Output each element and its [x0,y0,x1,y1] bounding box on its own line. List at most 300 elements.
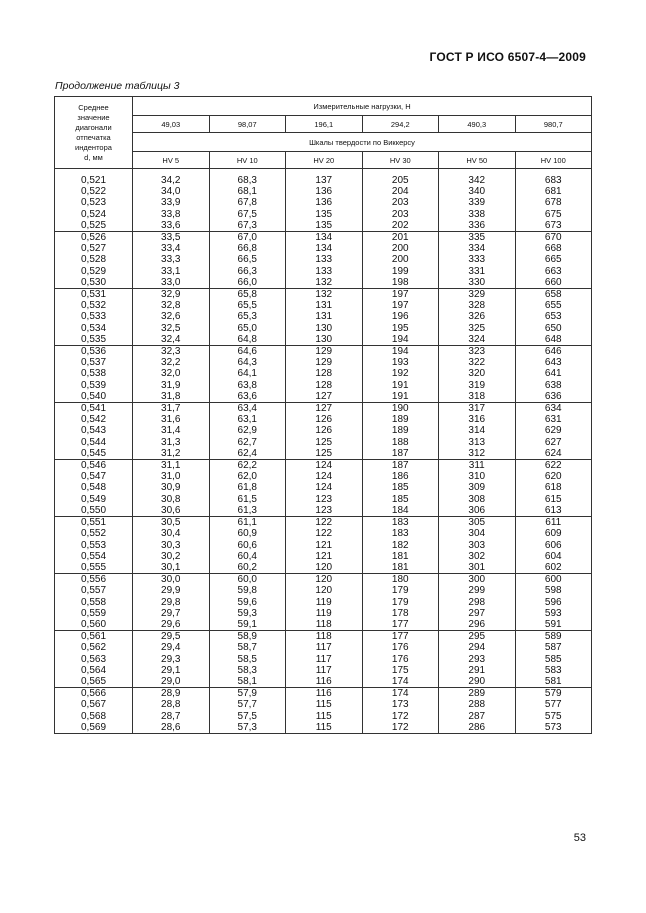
diagonal-value: 0,541 [80,403,107,415]
hardness-value: 204 [391,186,409,198]
hardness-value: 190 [391,403,409,415]
hardness-value: 172 [391,721,409,733]
hardness-value: 203 [391,208,409,220]
hardness-value: 116 [315,675,332,687]
hardness-value: 120 [315,574,333,586]
diagonal-value: 0,558 [80,596,107,608]
diagonal-value: 0,559 [80,607,107,619]
hardness-value: 172 [391,710,409,722]
hardness-value: 124 [315,471,333,483]
hardness-value: 64,1 [237,368,257,380]
hardness-value: 646 [544,346,562,358]
diagonal-value: 0,548 [80,482,107,494]
hardness-value: 32,8 [161,300,181,312]
hardness-value: 176 [391,653,409,665]
hardness-value: 123 [315,504,333,516]
diagonal-cell [55,232,133,289]
diagonal-value: 0,531 [80,289,107,301]
diagonal-value: 0,524 [80,208,107,220]
hardness-cell [439,232,516,289]
hardness-value: 67,0 [237,232,257,244]
diagonal-value: 0,549 [80,493,107,505]
hardness-value: 191 [391,390,409,402]
hardness-value: 33,1 [161,265,181,277]
hardness-value: 116 [315,688,332,700]
table-row-group [55,403,592,460]
diagonal-value: 0,569 [80,721,107,733]
hardness-cell [133,688,210,734]
hardness-value: 30,9 [161,482,181,494]
diagonal-value: 0,539 [80,379,107,391]
hardness-value: 31,2 [161,447,181,459]
hardness-value: 317 [468,403,486,415]
diagonal-value: 0,534 [80,322,107,334]
hardness-value: 187 [391,447,409,459]
hardness-value: 338 [468,208,486,220]
hardness-cell [362,688,439,734]
hardness-value: 32,0 [161,368,181,380]
hardness-value: 297 [468,607,486,619]
hardness-value: 29,4 [161,642,181,654]
hardness-value: 132 [315,289,333,301]
hardness-value: 63,8 [237,379,257,391]
hardness-value: 300 [468,574,486,586]
hardness-cell [362,175,439,232]
hardness-cell [439,574,516,631]
hardness-value: 61,8 [237,482,257,494]
hardness-value: 295 [468,631,486,643]
hardness-value: 120 [315,561,333,573]
hardness-cell [286,346,363,403]
hardness-value: 127 [315,403,333,415]
hardness-value: 121 [315,550,333,562]
hardness-value: 60,2 [237,561,257,573]
hardness-value: 201 [391,232,409,244]
hardness-value: 310 [468,471,486,483]
hardness-cell [286,289,363,346]
hardness-value: 622 [544,460,562,472]
diagonal-value: 0,525 [80,219,107,231]
hardness-value: 58,5 [237,653,257,665]
hardness-value: 577 [544,699,562,711]
hardness-value: 675 [544,208,562,220]
hardness-value: 203 [391,197,409,209]
hardness-cell [362,403,439,460]
hardness-cell [362,574,439,631]
hardness-cell [209,688,286,734]
hardness-cell [362,232,439,289]
diagonal-value: 0,568 [80,710,107,722]
hardness-value: 189 [391,414,409,426]
hardness-value: 115 [315,721,332,733]
hardness-value: 66,0 [237,276,257,288]
scale-header-cell: HV 50 [439,152,516,169]
scale-header-cell: HV 30 [362,152,439,169]
hardness-value: 64,3 [237,357,257,369]
hardness-value: 330 [468,276,486,288]
diagonal-value: 0,561 [80,631,107,643]
hardness-value: 325 [468,322,486,334]
hardness-cell [439,631,516,688]
hardness-value: 31,6 [161,414,181,426]
hardness-value: 197 [391,289,409,301]
hardness-value: 334 [468,243,486,255]
hardness-value: 126 [315,425,333,437]
hardness-value: 30,5 [161,517,181,529]
hardness-value: 66,8 [237,243,257,255]
hardness-value: 32,4 [161,333,181,345]
diagonal-value: 0,533 [80,311,107,323]
hardness-cell [439,289,516,346]
hardness-cell [439,403,516,460]
hardness-value: 311 [468,460,485,472]
hardness-value: 335 [468,232,486,244]
diagonal-cell [55,574,133,631]
diagonal-cell [55,403,133,460]
hardness-cell [133,460,210,517]
hardness-value: 57,7 [237,699,257,711]
hardness-value: 29,7 [161,607,181,619]
hardness-value: 135 [315,219,333,231]
diagonal-value: 0,562 [80,642,107,654]
hardness-value: 600 [544,574,562,586]
hardness-cell [133,232,210,289]
hardness-value: 32,2 [161,357,181,369]
hardness-value: 64,8 [237,333,257,345]
table-row-group [55,574,592,631]
hardness-value: 293 [468,653,486,665]
hardness-value: 296 [468,618,486,630]
hardness-value: 313 [468,436,486,448]
hardness-value: 663 [544,265,562,277]
hardness-cell [133,289,210,346]
hardness-value: 57,9 [237,688,257,700]
diagonal-cell [55,688,133,734]
hardness-value: 634 [544,403,562,415]
hardness-cell [439,517,516,574]
hardness-value: 200 [391,254,409,266]
hardness-value: 683 [544,175,562,186]
hardness-value: 178 [391,607,409,619]
hardness-value: 59,1 [237,618,257,630]
hardness-value: 641 [544,368,562,380]
hardness-value: 57,5 [237,710,257,722]
scale-header-cell: HV 100 [515,152,592,169]
hardness-value: 324 [468,333,486,345]
hardness-value: 33,8 [161,208,181,220]
hardness-value: 59,8 [237,585,257,597]
hardness-value: 63,4 [237,403,257,415]
hardness-value: 33,5 [161,232,181,244]
hardness-value: 194 [391,346,409,358]
hardness-value: 60,9 [237,528,257,540]
hardness-value: 67,8 [237,197,257,209]
hardness-value: 609 [544,528,562,540]
hardness-value: 29,8 [161,596,181,608]
hardness-value: 660 [544,276,562,288]
hardness-value: 134 [315,232,333,244]
hardness-value: 28,7 [161,710,181,722]
hardness-value: 136 [315,197,333,209]
hardness-value: 124 [315,460,333,472]
diagonal-value: 0,553 [80,539,107,551]
hardness-value: 30,4 [161,528,181,540]
hardness-value: 66,5 [237,254,257,266]
hardness-value: 61,3 [237,504,257,516]
hardness-value: 179 [391,596,409,608]
hardness-value: 30,0 [161,574,181,586]
hardness-cell [515,631,592,688]
hardness-value: 28,6 [161,721,181,733]
diagonal-value: 0,555 [80,561,107,573]
load-header-cell: 980,7 [515,116,592,133]
hardness-value: 122 [315,528,333,540]
hardness-value: 287 [468,710,486,722]
table-row-group [55,175,592,232]
diagonal-value: 0,556 [80,574,107,586]
hardness-value: 64,6 [237,346,257,358]
hardness-cell [362,631,439,688]
hardness-value: 119 [315,607,332,619]
hardness-value: 124 [315,482,333,494]
hardness-value: 34,2 [161,175,181,186]
hardness-value: 648 [544,333,562,345]
hardness-cell [515,460,592,517]
scales-header: Шкалы твердости по Виккерсу [133,133,592,152]
hardness-value: 613 [544,504,562,516]
table-row-group [55,688,592,734]
hardness-value: 620 [544,471,562,483]
diagonal-value: 0,565 [80,675,107,687]
hardness-cell [133,574,210,631]
hardness-cell [133,403,210,460]
table-row-group [55,232,592,289]
diagonal-value: 0,567 [80,699,107,711]
hardness-cell [439,346,516,403]
hardness-cell [439,175,516,232]
hardness-cell [209,517,286,574]
hardness-value: 65,0 [237,322,257,334]
hardness-value: 598 [544,585,562,597]
hardness-value: 196 [391,311,409,323]
hardness-cell [286,517,363,574]
hardness-value: 65,8 [237,289,257,301]
hardness-value: 184 [391,504,409,516]
hardness-value: 320 [468,368,486,380]
hardness-cell [362,289,439,346]
load-header-cell: 98,07 [209,116,286,133]
hardness-value: 177 [391,618,409,630]
hardness-value: 60,0 [237,574,257,586]
diagonal-value: 0,560 [80,618,107,630]
diagonal-value: 0,550 [80,504,107,516]
hardness-value: 136 [315,186,333,198]
loads-header: Измерительные нагрузки, Н [133,97,592,116]
hardness-value: 31,0 [161,471,181,483]
diagonal-value: 0,563 [80,653,107,665]
hardness-value: 175 [391,664,409,676]
hardness-value: 322 [468,357,486,369]
scale-header-cell: HV 5 [133,152,210,169]
hardness-value: 299 [468,585,486,597]
hardness-value: 126 [315,414,333,426]
hardness-value: 68,1 [237,186,257,198]
hardness-value: 655 [544,300,562,312]
hardness-value: 61,5 [237,493,257,505]
hardness-value: 673 [544,219,562,231]
hardness-value: 29,0 [161,675,181,687]
hardness-value: 33,9 [161,197,181,209]
hardness-value: 58,3 [237,664,257,676]
hardness-value: 581 [544,675,562,687]
scale-header-cell: HV 10 [209,152,286,169]
hardness-cell [209,346,286,403]
hardness-value: 195 [391,322,409,334]
hardness-cell [209,175,286,232]
hardness-cell [133,175,210,232]
diagonal-column-header: Среднее значение диагонали отпечатка индентора d, мм [55,97,133,169]
hardness-cell [209,574,286,631]
hardness-value: 179 [391,585,409,597]
hardness-value: 183 [391,517,409,529]
hardness-value: 29,5 [161,631,181,643]
hardness-value: 191 [391,379,409,391]
hardness-value: 132 [315,276,333,288]
hardness-value: 326 [468,311,486,323]
hardness-value: 115 [315,699,332,711]
hardness-value: 182 [391,539,409,551]
hardness-value: 188 [391,436,409,448]
diagonal-value: 0,538 [80,368,107,380]
diagonal-value: 0,535 [80,333,107,345]
hardness-value: 58,7 [237,642,257,654]
hardness-value: 342 [468,175,486,186]
hardness-value: 318 [468,390,486,402]
hardness-value: 604 [544,550,562,562]
diagonal-cell [55,631,133,688]
hardness-value: 60,4 [237,550,257,562]
diagonal-cell [55,175,133,232]
hardness-value: 624 [544,447,562,459]
hardness-value: 627 [544,436,562,448]
hardness-value: 336 [468,219,486,231]
hardness-value: 587 [544,642,562,654]
hardness-value: 618 [544,482,562,494]
hardness-value: 301 [468,561,486,573]
hardness-value: 58,1 [237,675,257,687]
hardness-value: 331 [468,265,486,277]
hardness-value: 573 [544,721,562,733]
hardness-value: 180 [391,574,409,586]
diagonal-value: 0,543 [80,425,107,437]
hardness-value: 30,8 [161,493,181,505]
hardness-cell [515,574,592,631]
hardness-value: 200 [391,243,409,255]
hardness-value: 29,9 [161,585,181,597]
hardness-value: 339 [468,197,486,209]
hardness-value: 32,5 [161,322,181,334]
diagonal-value: 0,554 [80,550,107,562]
diagonal-cell [55,517,133,574]
hardness-value: 134 [315,243,333,255]
hardness-value: 62,7 [237,436,257,448]
hardness-value: 122 [315,517,333,529]
hardness-value: 29,3 [161,653,181,665]
hardness-value: 653 [544,311,562,323]
hardness-value: 29,6 [161,618,181,630]
hardness-value: 589 [544,631,562,643]
hardness-cell [515,403,592,460]
table-row-group [55,517,592,574]
hardness-value: 636 [544,390,562,402]
hardness-value: 665 [544,254,562,266]
hardness-value: 33,0 [161,276,181,288]
hardness-value: 323 [468,346,486,358]
hardness-value: 611 [545,517,562,529]
hardness-value: 194 [391,333,409,345]
hardness-cell [286,175,363,232]
hardness-value: 59,6 [237,596,257,608]
hardness-value: 174 [391,675,409,687]
hardness-value: 615 [544,493,562,505]
hardness-value: 58,9 [237,631,257,643]
hardness-cell [209,289,286,346]
diagonal-value: 0,526 [80,232,107,244]
hardness-value: 596 [544,596,562,608]
hardness-value: 32,9 [161,289,181,301]
hardness-value: 629 [544,425,562,437]
hardness-value: 129 [315,346,333,358]
hardness-value: 131 [315,311,333,323]
hardness-value: 121 [315,539,333,551]
hardness-value: 125 [315,436,333,448]
hardness-value: 286 [468,721,486,733]
hardness-cell [133,517,210,574]
hardness-value: 137 [315,175,333,186]
hardness-value: 34,0 [161,186,181,198]
hardness-cell [209,631,286,688]
hardness-table [54,96,592,734]
hardness-value: 304 [468,528,486,540]
hardness-value: 173 [391,699,409,711]
diagonal-value: 0,528 [80,254,107,266]
table-continuation-caption: Продолжение таблицы 3 [55,80,180,92]
hardness-value: 340 [468,186,486,198]
document-code: ГОСТ Р ИСО 6507-4—2009 [429,50,586,64]
hardness-value: 289 [468,688,486,700]
hardness-value: 678 [544,197,562,209]
hardness-value: 185 [391,482,409,494]
hardness-value: 288 [468,699,486,711]
hardness-cell [286,232,363,289]
hardness-value: 593 [544,607,562,619]
hardness-value: 66,3 [237,265,257,277]
hardness-value: 57,3 [237,721,257,733]
hardness-value: 67,3 [237,219,257,231]
hardness-value: 123 [315,493,333,505]
hardness-value: 117 [315,664,332,676]
diagonal-cell [55,289,133,346]
diagonal-value: 0,521 [80,175,107,186]
table-row-group [55,289,592,346]
hardness-cell [286,631,363,688]
load-header-cell: 49,03 [133,116,210,133]
hardness-value: 583 [544,664,562,676]
hardness-value: 68,3 [237,175,257,186]
diagonal-value: 0,536 [80,346,107,358]
hardness-value: 585 [544,653,562,665]
hardness-value: 181 [391,550,409,562]
